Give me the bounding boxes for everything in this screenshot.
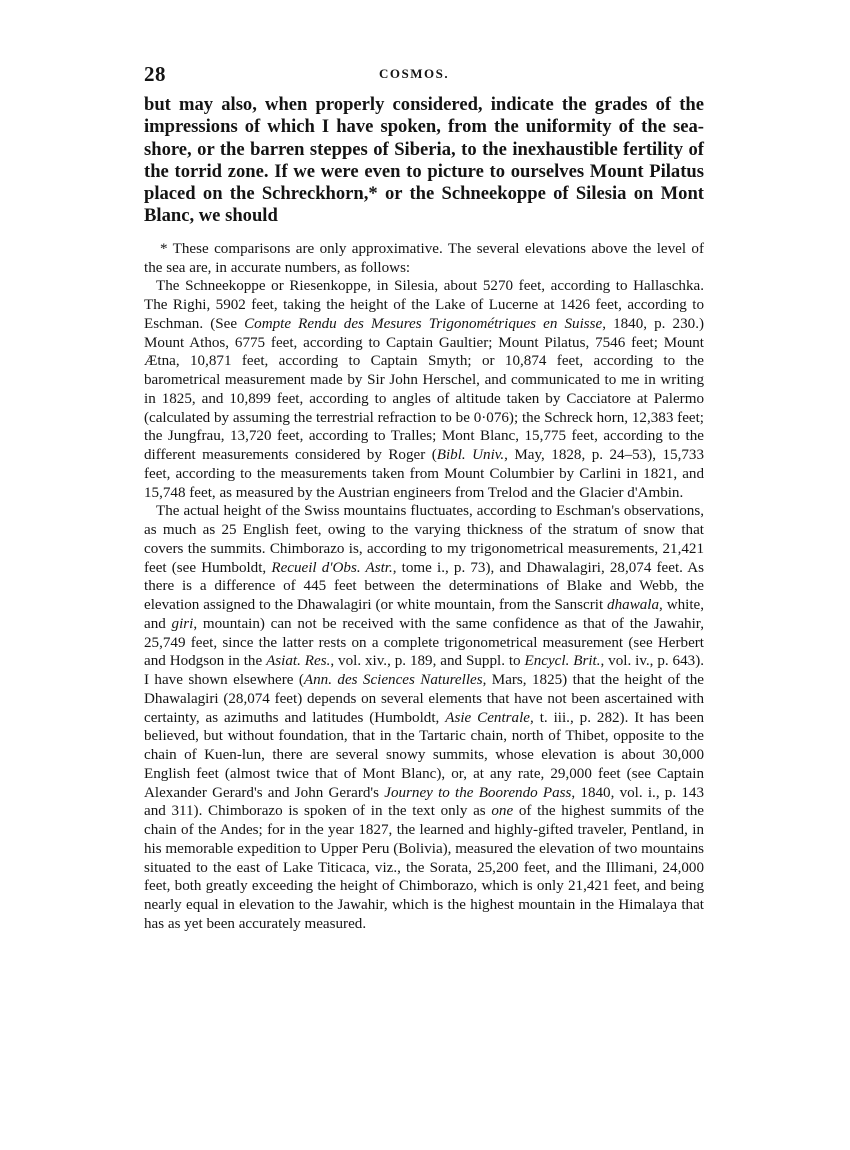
text-run: The actual height of the Swiss mountains fluctuates, according to Eschman's observations, as much as 25 English feet, owing to the varying thickness of the stratum of snow that covers the summits. Chimborazo is, according to my trigonometrical measurements, 21,421 feet (see Humboldt, [144,503,704,576]
footnote-block [144,240,704,934]
text-run: , 1840, vol. i., p. 143 and 311). Chimborazo is spoken of in the text only as [144,784,704,820]
italic-citation: Journey to the Boorendo Pass [384,784,572,801]
text-run: , May, 1828, p. 24–53), 15,733 feet, according to the measurements taken from Mount Columbier by Carlini in 1821, and 15,748 feet, as measured by the Austrian engineers from Trelod and the Glacier d'Ambin. [144,447,704,501]
text-run: , vol. iv., p. 643). I have shown elsewhere ( [144,653,704,689]
text-run: of the highest summits of the chain of the Andes; for in the year 1827, the learned and highly-gifted traveler, Pentland, in his memorable expedition to Upper Peru (Bolivia), measured the elevation of two mountains situated to the east of Lake Titicaca, viz., the Sorata, 25,200 feet, and the Illimani, 24,000 feet, both greatly exceeding the height of Chimborazo, which is only 21,421 feet, and being nearly equal in elevation to the Jawahir, which is the highest mountain in the Himalaya that has as yet been accurately measured. [144,803,705,932]
text-run: , mountain) can not be received with the same confidence as that of the Jawahir, 25,749 feet, since the latter rests on a complete trigonometrical measurement (see Herbert and Hodgson in the [144,615,704,670]
text-run: The Schneekoppe or Riesenkoppe, in Silesia, about 5270 feet, according to Hallaschka. The Righi, 5902 feet, taking the height of the Lake of Lucerne at 1426 feet, according to Eschman. (See [144,278,704,332]
text-run: , t. iii., p. 282). It has been believed, but without foundation, that in the Tartaric chain, north of Thibet, opposite to the chain of Kuen-lun, there are several snowy summits, whose elevation is about 30,000 English feet (almost twice that of Mont Blanc), or, at any rate, 29,000 feet (see Captain Alexander Gerard's and John Gerard's [144,709,705,801]
text-run: , vol. xiv., p. 189, and Suppl. to [330,653,525,670]
footnote-paragraph-elevations [144,277,704,502]
italic-term: giri [171,615,194,632]
italic-citation: Recueil d'Obs. Astr. [271,559,393,576]
italic-citation: Bibl. Univ. [436,447,505,464]
page-number: 28 [144,62,166,86]
text-run: , Mars, 1825) that the height of the Dhawalagiri (28,074 feet) depends on several elements that have not been ascertained with certainty, as azimuths and latitudes (Humboldt, [144,672,704,726]
italic-citation: Compte Rendu des Mesures Trigonométriques en Suisse [244,315,603,332]
text-run: , tome i., p. 73), and Dhawalagiri, 28,074 feet. As there is a difference of 445 feet between the determinations of Blake and Webb, the elevation assigned to the Dhawalagiri (or white mountain, from the Sanscrit [144,559,704,614]
text-run: , white, and [144,597,705,632]
italic-citation: Asie Centrale [445,709,530,726]
main-paragraph: but may also, when properly considered, indicate the grades of the impressions of which I have spoken, from the uniformity of the sea-shore, or the barren steppes of Siberia, to the inexhaustible fertility of the torrid zone. If we were even to picture to ourselves Mount Pilatus placed on the Schreckhorn,* or the Schneekoppe of Silesia on Mont Blanc, we should [144,94,704,227]
text-run: , 1840, p. 230.) Mount Athos, 6775 feet, according to Captain Gaultier; Mount Pilatus, 7546 feet; Mount Ætna, 10,871 feet, according to Captain Smyth; or 10,874 feet, according to the barometrical measurement made by Sir John Herschel, and communicated to me in writing in 1825, and 10,899 feet, according to angles of altitude taken by Cacciatore at Palermo (calculated by assuming the terrestrial refraction to be 0·076); the Schreck horn, 12,383 feet; the Jungfrau, 13,720 feet, according to Tralles; Mont Blanc, 15,775 feet, according to the different measurements considered by Roger ( [144,315,704,464]
italic-term: dhawala [607,597,660,614]
footnote-intro: * These comparisons are only approximative. The several elevations above the level of the sea are, in accurate numbers, as follows: [144,240,704,276]
italic-citation: Ann. des Sciences Naturelles [303,672,483,689]
italic-citation: Encycl. Brit. [524,653,601,670]
running-title: COSMOS. [379,66,450,81]
italic-emphasis: one [491,803,514,820]
footnote-paragraph-heights [144,502,704,933]
running-header [144,62,704,90]
italic-citation: Asiat. Res. [266,653,331,670]
book-page [144,62,704,934]
